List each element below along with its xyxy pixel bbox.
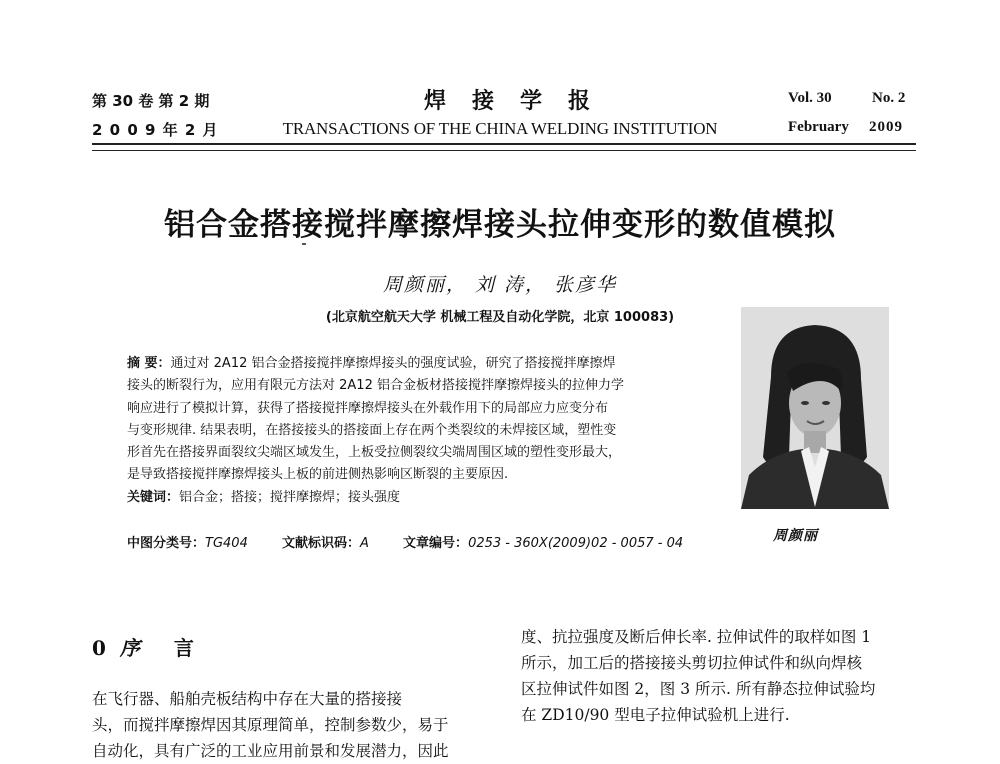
abstract-line: 摘 要：通过对 2A12 铝合金搭接搅拌摩擦焊接头的强度试验，研究了搭接搅拌摩擦焊: [127, 356, 616, 371]
clc-code: 中图分类号：TG404: [127, 536, 248, 551]
date-cn: 2 0 0 9 年 2 月: [92, 121, 219, 139]
affiliation: (北京航空航天大学 机械工程及自动化学院，北京 100083): [325, 310, 675, 325]
header-rule-thick: [92, 143, 916, 145]
issue-en: No. 2: [872, 90, 906, 106]
article-number: 文章编号：0253 - 360X(2009)02 - 0057 - 04: [403, 536, 684, 551]
abstract-line: 形首先在搭接界面裂纹尖端区域发生，上板受拉侧裂纹尖端周围区域的塑性变形最大，: [127, 445, 622, 461]
abstract-line: 是导致搭接搅拌摩擦焊接头上板的前进侧热影响区断裂的主要原因.: [127, 467, 509, 483]
abstract-line: 响应进行了模拟计算，获得了搭接搅拌摩擦焊接头在外载作用下的局部应力应变分布: [127, 400, 609, 416]
section-title-part2: 言: [173, 636, 194, 660]
author-photo: [741, 307, 889, 509]
keywords-label: 关键词：: [127, 489, 180, 505]
volume-issue-cn: 第 30 卷 第 2 期: [92, 92, 210, 110]
article-title: 铝合金搭接搅拌摩擦焊接头拉伸变形的数值模拟: [164, 207, 836, 243]
abstract: [127, 353, 707, 509]
body-line: 所示，加工后的搭接接头剪切拉伸试件和纵向焊核: [521, 654, 863, 672]
body-line: 在飞行器、船舶壳板结构中存在大量的搭接接: [92, 690, 403, 708]
body-line: 区拉伸试件如图 2，图 3 所示. 所有静态拉伸试验均: [521, 680, 876, 698]
document-code: 文献标识码：A: [281, 536, 369, 551]
journal-title-cn: 焊接学报: [423, 89, 616, 114]
keywords: [127, 487, 707, 509]
body-line: 头，而搅拌摩擦焊因其原理简单，控制参数少，易于: [92, 716, 449, 734]
header-rule-thin: [92, 150, 916, 151]
journal-title-en: TRANSACTIONS OF THE CHINA WELDING INSTITUTION: [282, 119, 718, 138]
portrait-image: [741, 307, 889, 509]
section-heading: [92, 632, 194, 661]
section-number: 0: [92, 636, 106, 660]
year-en: 2009: [869, 119, 903, 135]
section-title-part1: 序: [119, 636, 140, 660]
keywords-value: 铝合金；搭接；搅拌摩擦焊；接头强度: [179, 489, 401, 505]
photo-caption: 周颜丽: [773, 528, 818, 544]
body-line: 度、抗拉强度及断后伸长率. 拉伸试件的取样如图 1: [521, 628, 872, 646]
month-en: February: [788, 119, 849, 135]
abstract-line: 接头的断裂行为，应用有限元方法对 2A12 铝合金板材搭接搅拌摩擦焊接头的拉伸力学: [127, 378, 624, 394]
body-line: 在 ZD10/90 型电子拉伸试验机上进行.: [521, 706, 790, 724]
authors: 周颜丽， 刘 涛， 张彦华: [382, 274, 618, 296]
body-right-column: [521, 624, 921, 728]
body-line: 自动化，具有广泛的工业应用前景和发展潜力，因此: [92, 742, 449, 760]
classification-row: [127, 532, 713, 551]
speck-mark: [302, 243, 306, 245]
volume-en: Vol. 30: [788, 90, 832, 106]
abstract-line: 与变形规律. 结果表明，在搭接接头的搭接面上存在两个类裂纹的未焊接区域，塑性变: [127, 422, 617, 438]
abstract-label: 摘 要：: [127, 356, 171, 371]
body-left-column: [92, 686, 492, 764]
